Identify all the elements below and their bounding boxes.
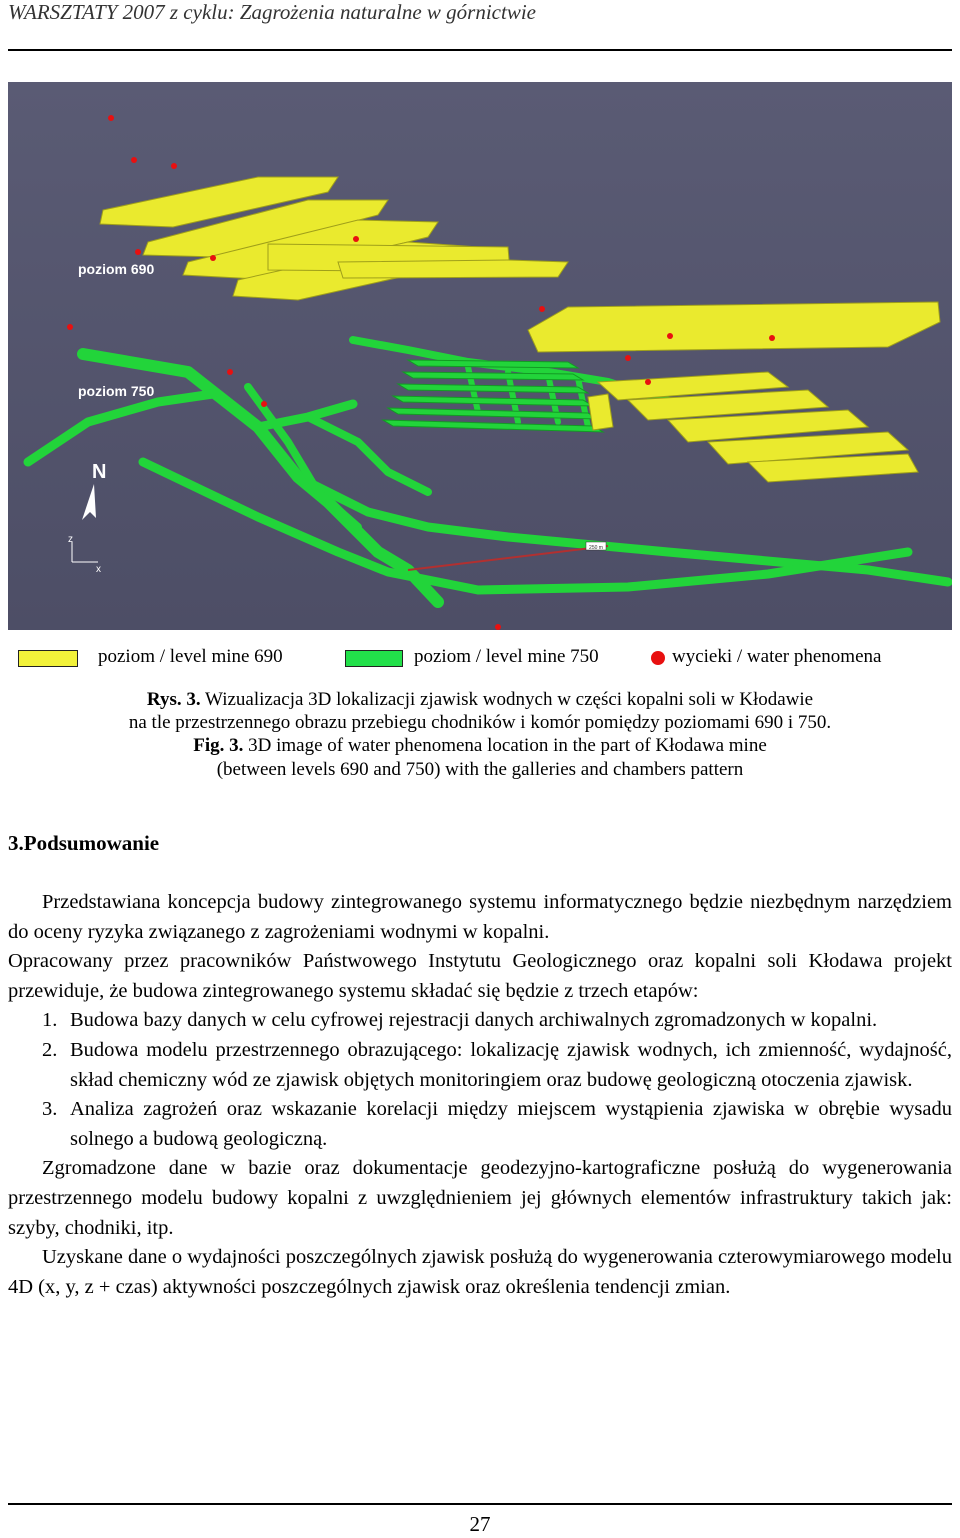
footer-divider [8,1503,952,1505]
paragraph-3: Zgromadzone dane w bazie oraz dokumentacje geodezyjno-kartograficzne posłużą do wygenerowania przestrzennego modelu budowy kopalni z uwzględnieniem jej głównych elementów infrastruktury takich jak: szyby, chodniki, itp. [8,1157,952,1239]
level-750-label: poziom 750 [78,383,155,399]
section-title: 3.Podsumowanie [8,831,160,855]
list-item-text: Budowa bazy danych w celu cyfrowej rejestracji danych archiwalnych zgromadzonych w kopalni. [70,1009,878,1032]
list-item [8,1036,952,1095]
body-text [8,888,952,1302]
running-header: WARSZTATY 2007 z cyklu: Zagrożenia naturalne w górnictwie [8,0,536,24]
header-divider [8,49,952,51]
caption-en-text1: 3D image of water phenomena location in the part of Kłodawa mine [248,735,767,756]
legend-swatch-level-690 [18,650,78,667]
list-item-number: 1. [42,1009,58,1032]
paragraph-2: Opracowany przez pracowników Państwowego Instytutu Geologicznego oraz kopalni soli Kłodawa projekt przewiduje, że budowa zintegrowanego systemu składać się będzie z trzech etapów: [8,950,952,1002]
axis-x-label: x [96,564,101,575]
legend-swatch-level-750 [345,650,403,667]
axis-z-label: z [68,534,73,545]
caption-en-line1 [0,734,960,757]
paragraph-4: Uzyskane dane o wydajności poszczególnych zjawisk posłużą do wygenerowania czterowymiarowego modelu 4D (x, y, z + czas) aktywności poszczególnych zjawisk oraz określenia tendencji zmian. [8,1246,952,1298]
legend-label-level-750: poziom / level mine 750 [414,646,599,667]
level-690-label: poziom 690 [78,261,155,277]
legend-label-water: wycieki / water phenomena [672,646,882,667]
scale-label: 250 m [589,545,603,551]
caption-en-line2: (between levels 690 and 750) with the galleries and chambers pattern [216,759,744,780]
page-number: 27 [469,1512,491,1536]
caption-pl-prefix: Rys. 3. [146,689,201,710]
caption-pl-text1: Wizualizacja 3D lokalizacji zjawisk wodnych w części kopalni soli w Kłodawie [205,689,814,710]
legend-water-dot [651,651,665,665]
stages-list [8,1006,952,1154]
north-label: N [92,461,107,483]
caption-pl-line2: na tle przestrzennego obrazu przebiegu chodników i komór pomiędzy poziomami 690 i 750. [128,712,832,733]
list-item [8,1006,952,1036]
mine-3d-figure [8,82,952,630]
list-item-number: 2. [42,1038,58,1061]
caption-en-prefix: Fig. 3. [193,735,244,756]
paragraph-1: Przedstawiana koncepcja budowy zintegrowanego systemu informatycznego będzie niezbędnym narzędziem do oceny ryzyka związanego z zagrożeniami wodnymi w kopalni. [8,891,952,943]
list-item-number: 3. [42,1098,58,1121]
list-item-text: Budowa modelu przestrzennego obrazującego: lokalizację zjawisk wodnych, ich zmienność, wydajność, skład chemiczny wód ze zjawisk objętych monitoringiem oraz budowę geologiczną otoczenia zjawisk. [70,1038,952,1091]
list-item [8,1095,952,1154]
list-item-text: Analiza zagrożeń oraz wskazanie korelacji między miejscem wystąpienia zjawiska w obrębie wysadu solnego a budową geologiczną. [70,1098,952,1150]
figure-legend [0,646,960,672]
legend-label-level-690: poziom / level mine 690 [98,646,283,667]
caption-pl-line1 [0,688,960,711]
mine-3d-visualization [8,82,952,630]
